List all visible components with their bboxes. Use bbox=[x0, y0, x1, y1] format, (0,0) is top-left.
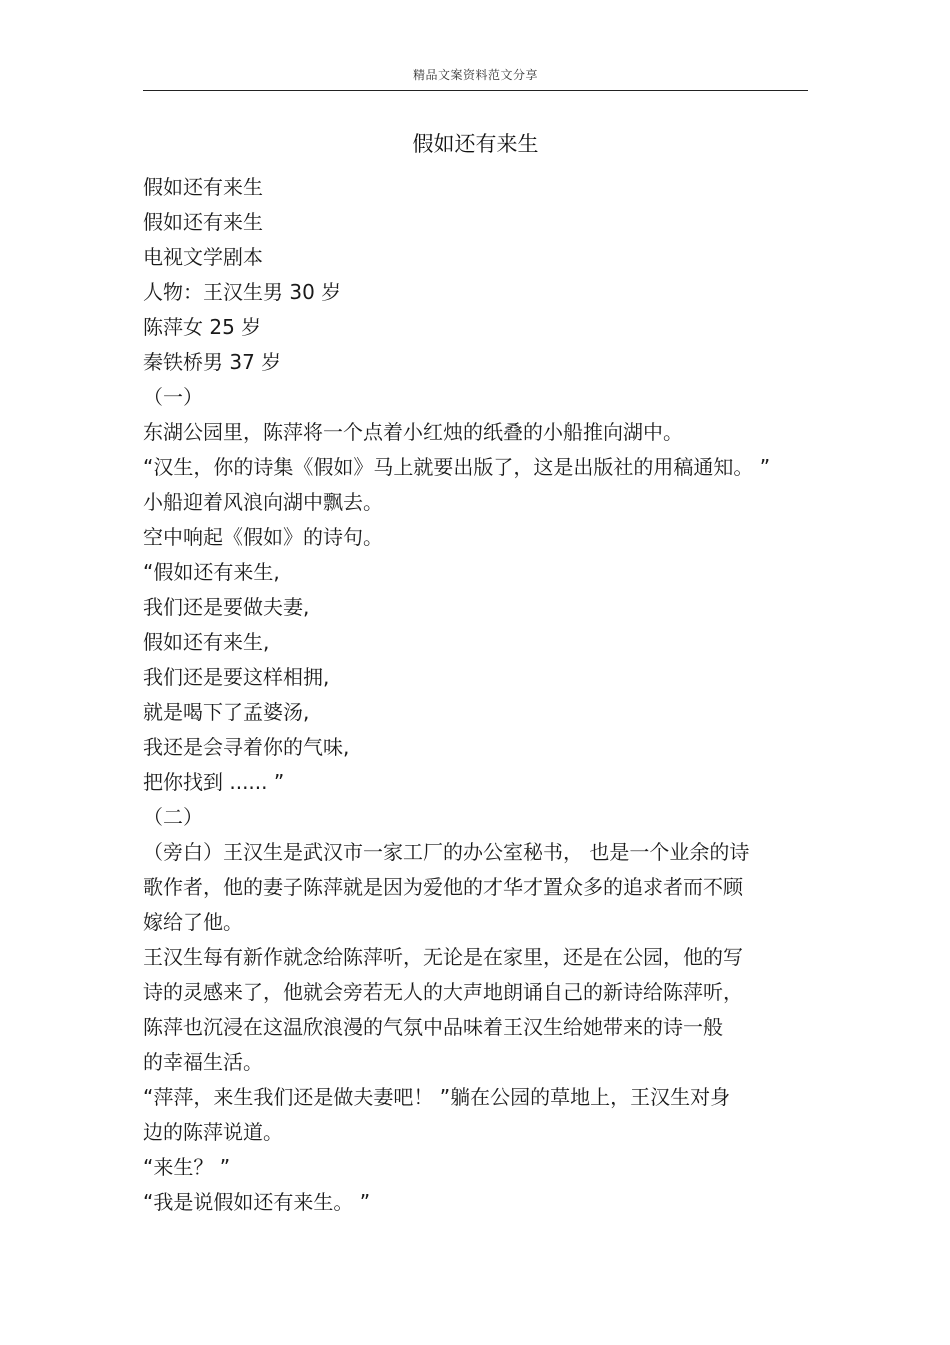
text-line: “我是说假如还有来生。 ” bbox=[143, 1190, 371, 1214]
text-line: “萍萍，来生我们还是做夫妻吧！ ”躺在公园的草地上，王汉生对身 bbox=[143, 1085, 731, 1109]
section-heading-1: （一） bbox=[143, 385, 203, 409]
text-line: 歌作者，他的妻子陈萍就是因为爱他的才华才置众多的追求者而不顾 bbox=[143, 875, 743, 899]
text-line: 陈萍女 25 岁 bbox=[143, 315, 262, 339]
text-line: 的幸福生活。 bbox=[143, 1050, 263, 1074]
text-line: 假如还有来生 bbox=[143, 210, 263, 234]
poem-line: 我还是会寻着你的气味, bbox=[143, 735, 350, 759]
text-line: 电视文学剧本 bbox=[143, 245, 263, 269]
text-line: （旁白）王汉生是武汉市一家工厂的办公室秘书， 也是一个业余的诗 bbox=[143, 840, 750, 864]
poem-line: 把你找到 ...... ” bbox=[143, 770, 285, 794]
text-line: 东湖公园里，陈萍将一个点着小红烛的纸叠的小船推向湖中。 bbox=[143, 420, 683, 444]
text-line: 小船迎着风浪向湖中飘去。 bbox=[143, 490, 383, 514]
page-header: 精品文案资料范文分享 bbox=[412, 68, 538, 82]
text-line: 王汉生每有新作就念给陈萍听，无论是在家里，还是在公园，他的写 bbox=[143, 945, 743, 969]
poem-line: 假如还有来生, bbox=[143, 630, 270, 654]
poem-line: 我们还是要这样相拥, bbox=[143, 665, 330, 689]
document-body bbox=[143, 170, 808, 1220]
poem-line: 就是喝下了孟婆汤, bbox=[143, 700, 310, 724]
poem-line: 我们还是要做夫妻, bbox=[143, 595, 310, 619]
text-line: 人物：王汉生男 30 岁 bbox=[143, 280, 342, 304]
text-line: 秦铁桥男 37 岁 bbox=[143, 350, 282, 374]
header-divider bbox=[143, 90, 808, 91]
text-line: 空中响起《假如》的诗句。 bbox=[143, 525, 383, 549]
poem-line: “假如还有来生, bbox=[143, 560, 280, 584]
document-title: 假如还有来生 bbox=[412, 132, 539, 156]
text-line: 陈萍也沉浸在这温欣浪漫的气氛中品味着王汉生给她带来的诗一般 bbox=[143, 1015, 723, 1039]
text-line: 嫁给了他。 bbox=[143, 910, 243, 934]
text-line: “汉生，你的诗集《假如》马上就要出版了，这是出版社的用稿通知。 ” bbox=[143, 455, 771, 479]
text-line: 边的陈萍说道。 bbox=[143, 1120, 283, 1144]
text-line: 诗的灵感来了，他就会旁若无人的大声地朗诵自己的新诗给陈萍听， bbox=[143, 980, 743, 1004]
text-line: 假如还有来生 bbox=[143, 175, 263, 199]
text-line: “来生？ ” bbox=[143, 1155, 231, 1179]
section-heading-2: （二） bbox=[143, 805, 203, 829]
